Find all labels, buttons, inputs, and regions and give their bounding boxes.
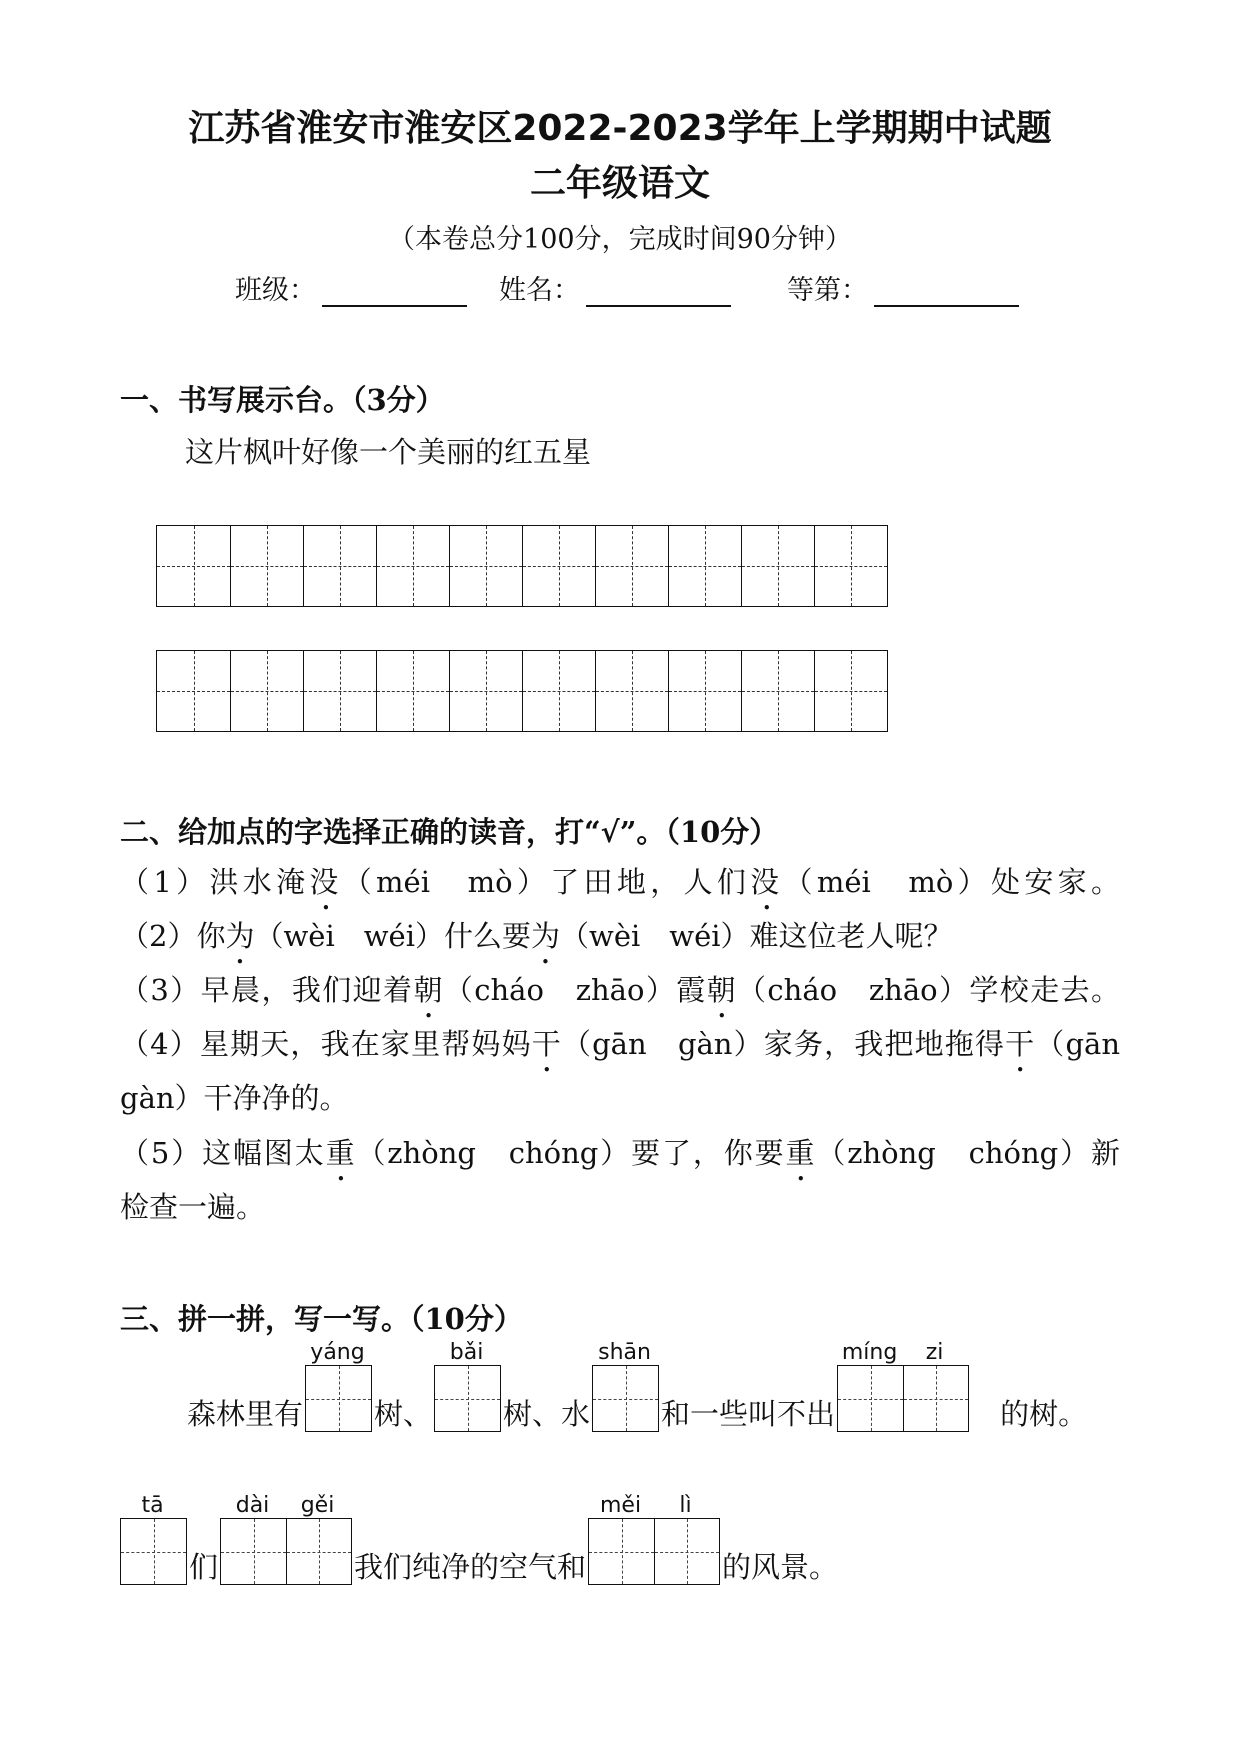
answer-cell[interactable] (306, 1366, 371, 1431)
question-text: （cháo zhāo）学校走去。 (737, 973, 1120, 1007)
pinyin-label: měi (599, 1493, 642, 1518)
dotted-character: 为 (531, 919, 561, 953)
pinyin-answer-box[interactable] (220, 1493, 352, 1585)
dotted-character: 没 (750, 865, 784, 899)
pinyin-row-1 (185, 1340, 1089, 1432)
exam-note: （本卷总分100分，完成时间90分钟） (388, 224, 852, 255)
writing-cell[interactable] (668, 651, 741, 731)
sentence-text: 的风景。 (722, 1550, 839, 1584)
writing-grid-row-2[interactable] (156, 650, 888, 732)
pinyin-answer-box[interactable] (120, 1493, 187, 1585)
question-text: gàn）干净净的。 (120, 1081, 349, 1115)
section2-heading: 二、给加点的字选择正确的读音，打“√”。（10分） (120, 815, 779, 849)
dotted-character: 没 (309, 865, 343, 899)
writing-grid-row-1[interactable] (156, 525, 888, 607)
question-line (120, 909, 1120, 963)
question-text: （2）你 (120, 919, 226, 953)
writing-cell[interactable] (522, 526, 595, 606)
sentence-text: 树、水 (503, 1397, 591, 1431)
question-text: （1）洪水淹 (120, 865, 310, 899)
dotted-character: 朝 (706, 973, 738, 1007)
dotted-character: 重 (785, 1136, 817, 1170)
question-text: （cháo zhāo）霞 (443, 973, 707, 1007)
class-blank[interactable] (322, 277, 467, 307)
answer-cell[interactable] (838, 1366, 903, 1431)
question-text: （wèi wéi）什么要 (254, 919, 531, 953)
writing-cell[interactable] (668, 526, 741, 606)
question-text: （5）这幅图太 (120, 1136, 326, 1170)
writing-cell[interactable] (741, 526, 814, 606)
name-blank[interactable] (586, 277, 731, 307)
answer-cell[interactable] (435, 1366, 500, 1431)
writing-cell[interactable] (376, 526, 449, 606)
answer-cell[interactable] (593, 1366, 658, 1431)
pinyin-answer-box[interactable] (588, 1493, 720, 1585)
writing-cell[interactable] (595, 526, 668, 606)
pinyin-answer-box[interactable] (837, 1340, 969, 1432)
writing-cell[interactable] (741, 651, 814, 731)
writing-cell[interactable] (449, 526, 522, 606)
answer-cell[interactable] (589, 1519, 654, 1584)
question-text: （méi mò）了田地，人们 (342, 865, 751, 899)
answer-cell[interactable] (903, 1366, 968, 1431)
sentence-text: 和一些叫不出 (661, 1397, 836, 1431)
question-text: （4）星期天，我在家里帮妈妈 (120, 1027, 532, 1061)
pinyin-label: dài (235, 1493, 270, 1518)
writing-cell[interactable] (303, 651, 376, 731)
writing-cell[interactable] (157, 651, 230, 731)
question-line (120, 1017, 1120, 1071)
writing-cell[interactable] (376, 651, 449, 731)
student-info (235, 268, 1019, 307)
pinyin-answer-box[interactable] (305, 1340, 372, 1432)
question-text: （zhòng chóng）新 (816, 1136, 1120, 1170)
pinyin-label: tā (141, 1493, 164, 1518)
writing-cell[interactable] (230, 526, 303, 606)
question-line (120, 1180, 1120, 1234)
writing-cell[interactable] (449, 651, 522, 731)
section1-heading: 一、书写展示台。（3分） (120, 383, 445, 417)
name-label: 姓名： (499, 275, 580, 306)
question-line (120, 1071, 1120, 1125)
pinyin-label: yáng (310, 1340, 365, 1365)
exam-title: 江苏省淮安市淮安区2022-2023学年上学期期中试题 (188, 108, 1052, 149)
question-text: （wèi wéi）难这位老人呢？ (560, 919, 953, 953)
question-text: 检查一遍。 (120, 1190, 266, 1224)
answer-cell[interactable] (286, 1519, 351, 1584)
name-field[interactable] (499, 268, 731, 307)
writing-cell[interactable] (230, 651, 303, 731)
exam-subtitle: 二年级语文 (529, 163, 710, 204)
sentence-text: 森林里有 (187, 1397, 304, 1431)
writing-cell[interactable] (814, 526, 887, 606)
class-label: 班级： (235, 275, 316, 306)
section1-sentence: 这片枫叶好像一个美丽的红五星 (185, 435, 592, 469)
sentence-text: 们 (189, 1550, 219, 1584)
pinyin-label: zi (925, 1340, 944, 1365)
pinyin-answer-box[interactable] (434, 1340, 501, 1432)
question-text: （3）早晨，我们迎着 (120, 973, 414, 1007)
question-text: （gān (1035, 1027, 1120, 1061)
grade-label: 等第： (787, 275, 868, 306)
question-line (120, 1126, 1120, 1180)
sentence-text: 树、 (374, 1397, 433, 1431)
pinyin-label: lì (679, 1493, 692, 1518)
pinyin-row-2 (120, 1493, 840, 1585)
section3-heading: 三、拼一拼，写一写。（10分） (120, 1302, 523, 1336)
pinyin-label: míng (841, 1340, 898, 1365)
pinyin-label: shān (598, 1340, 651, 1365)
grade-field[interactable] (787, 268, 1019, 307)
dotted-character: 朝 (413, 973, 444, 1007)
question-text: （zhòng chóng）要了，你要 (356, 1136, 786, 1170)
dotted-character: 为 (225, 919, 255, 953)
dotted-character: 干 (531, 1027, 562, 1061)
writing-cell[interactable] (595, 651, 668, 731)
pinyin-label: gěi (300, 1493, 335, 1518)
grade-blank[interactable] (874, 277, 1019, 307)
sentence-text: 的树。 (971, 1397, 1088, 1431)
pinyin-answer-box[interactable] (592, 1340, 659, 1432)
question-text: （gān gàn）家务，我把地拖得 (561, 1027, 1006, 1061)
writing-cell[interactable] (157, 526, 230, 606)
question-text: （méi mò）处安家。 (783, 865, 1120, 899)
question-line (120, 855, 1120, 909)
class-field[interactable] (235, 268, 467, 307)
pinyin-label: bǎi (449, 1340, 484, 1365)
writing-cell[interactable] (303, 526, 376, 606)
answer-cell[interactable] (654, 1519, 719, 1584)
writing-cell[interactable] (522, 651, 595, 731)
writing-cell[interactable] (814, 651, 887, 731)
dotted-character: 干 (1005, 1027, 1036, 1061)
answer-cell[interactable] (221, 1519, 286, 1584)
answer-cell[interactable] (121, 1519, 186, 1584)
sentence-text: 我们纯净的空气和 (354, 1550, 587, 1584)
dotted-character: 重 (325, 1136, 357, 1170)
question-line (120, 963, 1120, 1017)
